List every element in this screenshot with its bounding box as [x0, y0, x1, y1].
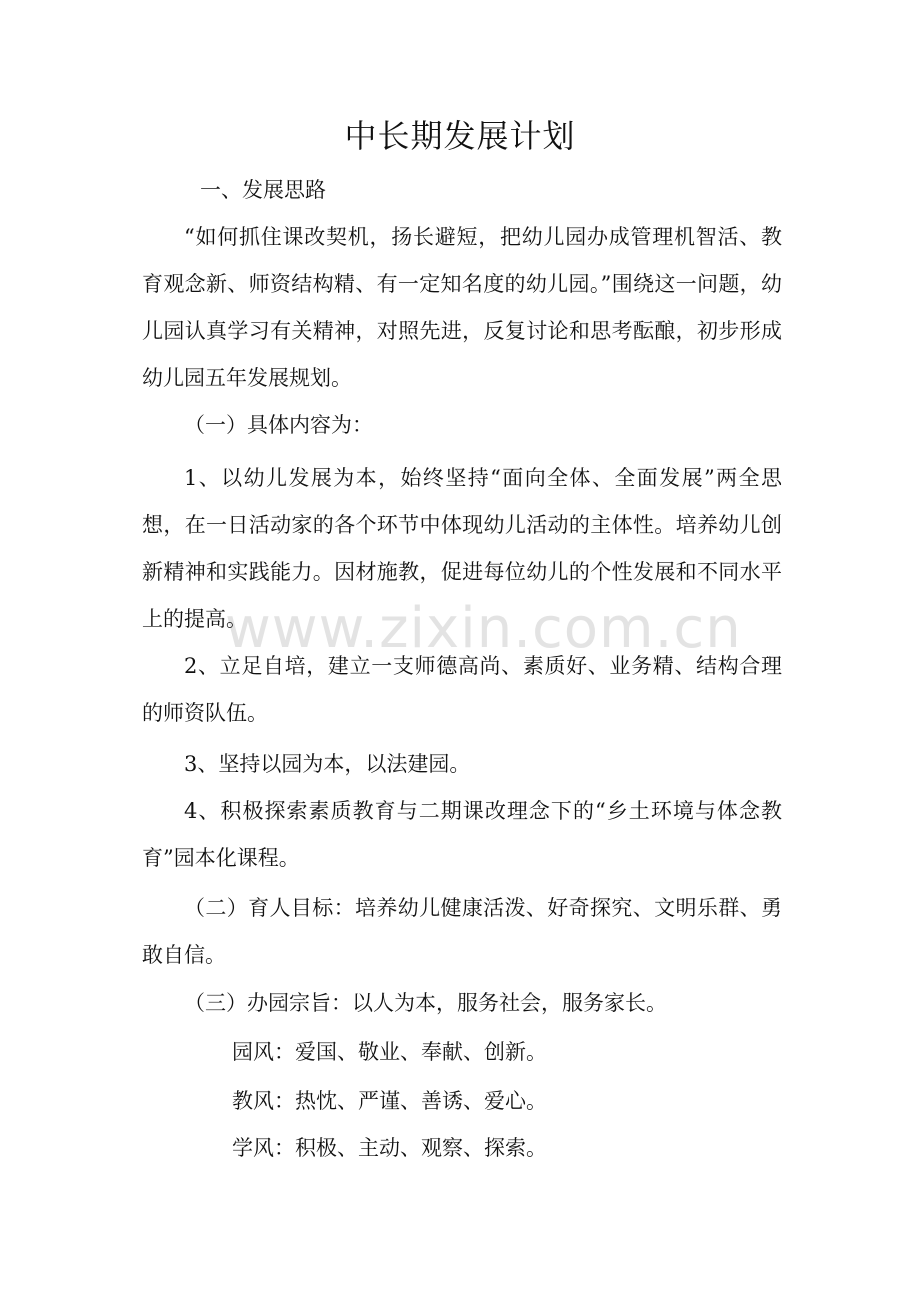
- page-title: 中长期发展计划: [344, 117, 576, 155]
- teaching-style: 教风：热忱、严谨、善诱、爱心。: [232, 1089, 547, 1113]
- intro-paragraph: “如何抓住课改契机，扬长避短，把幼儿园办成管理机智活、教育观念新、师资结构精、有一定知名度的幼儿园。”围绕这一问题，幼儿园认真学习有关精神，对照先进，反复讨论和思考酝酿，初步形成幼儿园五年发展规划。: [142, 225, 782, 390]
- section-heading: 一、发展思路: [200, 178, 326, 202]
- education-goal: （二）育人目标：培养幼儿健康活泼、好奇探究、文明乐群、勇敢自信。: [142, 896, 782, 967]
- list-item-1: 1、以幼儿发展为本，始终坚持“面向全体、全面发展”两全思想，在一日活动家的各个环节中体现幼儿活动的主体性。培养幼儿创新精神和实践能力。因材施教，促进每位幼儿的个性发展和不同水平上的提高。: [142, 466, 782, 631]
- subsection-heading-1: （一）具体内容为：: [184, 413, 373, 437]
- watermark: www.zixin.com.cn: [225, 596, 742, 661]
- school-purpose: （三）办园宗旨：以人为本，服务社会，服务家长。: [184, 991, 667, 1015]
- list-item-2: 2、立足自培，建立一支师德高尚、素质好、业务精、结构合理的师资队伍。: [142, 654, 782, 725]
- list-item-4: 4、积极探索素质教育与二期课改理念下的“乡土环境与体念教育”园本化课程。: [142, 799, 782, 870]
- learning-style: 学风：积极、主动、观察、探索。: [232, 1136, 547, 1160]
- list-item-3: 3、坚持以园为本，以法建园。: [184, 752, 471, 776]
- garden-style: 园风：爱国、敬业、奉献、创新。: [232, 1040, 547, 1064]
